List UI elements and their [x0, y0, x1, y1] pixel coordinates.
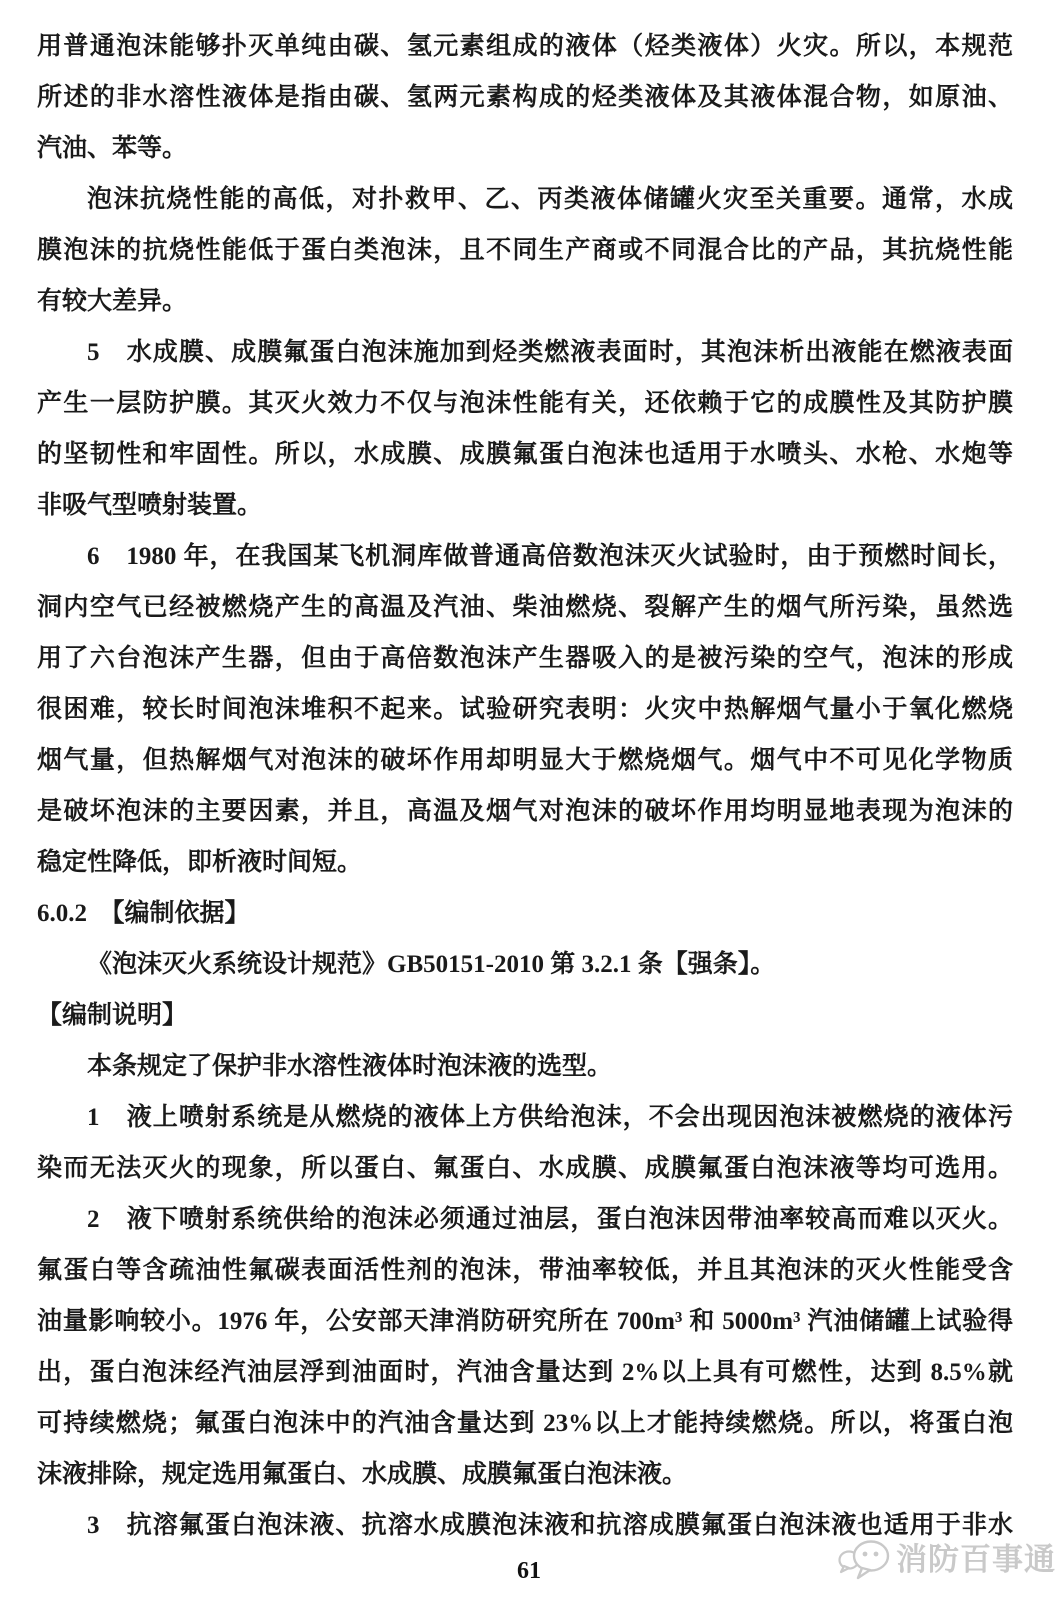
text-line: 3 抗溶氟蛋白泡沫液、抗溶水成膜泡沫液和抗溶成膜氟蛋白泡沫液也适用于非水 — [87, 1512, 1013, 1539]
text-line: 的坚韧性和牢固性。所以，水成膜、成膜氟蛋白泡沫也适用于水喷头、水枪、水炮等 — [37, 441, 1013, 468]
text-line: 非吸气型喷射装置。 — [37, 492, 263, 519]
text-line: 有较大差异。 — [37, 288, 188, 315]
text-line: 洞内空气已经被燃烧产生的高温及汽油、柴油燃烧、裂解产生的烟气所污染，虽然选 — [37, 594, 1013, 621]
text-line: 1 液上喷射系统是从燃烧的液体上方供给泡沫，不会出现因泡沫被燃烧的液体污 — [87, 1104, 1013, 1131]
page-footer — [0, 1558, 1058, 1585]
text-line: 染而无法灭火的现象，所以蛋白、氟蛋白、水成膜、成膜氟蛋白泡沫液等均可选用。 — [37, 1155, 1013, 1182]
text-line: 用普通泡沫能够扑灭单纯由碳、氢元素组成的液体（烃类液体）火灾。所以，本规范 — [37, 33, 1013, 60]
text-line: 本条规定了保护非水溶性液体时泡沫液的选型。 — [87, 1053, 613, 1080]
text-line: 沫液排除，规定选用氟蛋白、水成膜、成膜氟蛋白泡沫液。 — [37, 1461, 688, 1488]
text-line: 6 1980 年，在我国某飞机洞库做普通高倍数泡沫灭火试验时，由于预燃时间长， — [87, 543, 1013, 570]
text-line: 稳定性降低，即析液时间短。 — [37, 849, 363, 876]
text-line: 5 水成膜、成膜氟蛋白泡沫施加到烃类燃液表面时，其泡沫析出液能在燃液表面 — [87, 339, 1013, 366]
text-line: 汽油、苯等。 — [37, 135, 188, 162]
text-line: 2 液下喷射系统供给的泡沫必须通过油层，蛋白泡沫因带油率较高而难以灭火。 — [87, 1206, 1013, 1233]
watermark-text: 消防百事通 — [896, 1542, 1056, 1577]
text-line: 烟气量，但热解烟气对泡沫的破坏作用却明显大于燃烧烟气。烟气中不可见化学物质 — [37, 747, 1013, 774]
text-line: 用了六台泡沫产生器，但由于高倍数泡沫产生器吸入的是被污染的空气，泡沫的形成 — [37, 645, 1013, 672]
text-body — [37, 21, 1013, 1551]
text-line: 所述的非水溶性液体是指由碳、氢两元素构成的烃类液体及其液体混合物，如原油、 — [37, 84, 1013, 111]
text-line: 【编制说明】 — [37, 1002, 188, 1029]
text-line: 泡沫抗烧性能的高低，对扑救甲、乙、丙类液体储罐火灾至关重要。通常，水成 — [87, 186, 1013, 213]
text-line: 是破坏泡沫的主要因素，并且，高温及烟气对泡沫的破坏作用均明显地表现为泡沫的 — [37, 798, 1013, 825]
text-line: 《泡沫灭火系统设计规范》GB50151-2010 第 3.2.1 条【强条】。 — [87, 951, 776, 978]
page-number: 61 — [517, 1558, 541, 1584]
text-line: 可持续燃烧；氟蛋白泡沫中的汽油含量达到 23%以上才能持续燃烧。所以，将蛋白泡 — [37, 1410, 1013, 1437]
text-line: 产生一层防护膜。其灭火效力不仅与泡沫性能有关，还依赖于它的成膜性及其防护膜 — [37, 390, 1013, 417]
text-line: 膜泡沫的抗烧性能低于蛋白类泡沫，且不同生产商或不同混合比的产品，其抗烧性能 — [37, 237, 1013, 264]
text-line: 出，蛋白泡沫经汽油层浮到油面时，汽油含量达到 2%以上具有可燃性，达到 8.5%就 — [37, 1359, 1013, 1386]
text-line: 6.0.2 【编制依据】 — [37, 900, 250, 927]
text-line: 很困难，较长时间泡沫堆积不起来。试验研究表明：火灾中热解烟气量小于氧化燃烧 — [37, 696, 1013, 723]
text-line: 油量影响较小。1976 年，公安部天津消防研究所在 700m³ 和 5000m³ 汽油储罐上试验得 — [37, 1308, 1013, 1335]
text-line: 氟蛋白等含疏油性氟碳表面活性剂的泡沫，带油率较低，并且其泡沫的灭火性能受含 — [37, 1257, 1013, 1284]
